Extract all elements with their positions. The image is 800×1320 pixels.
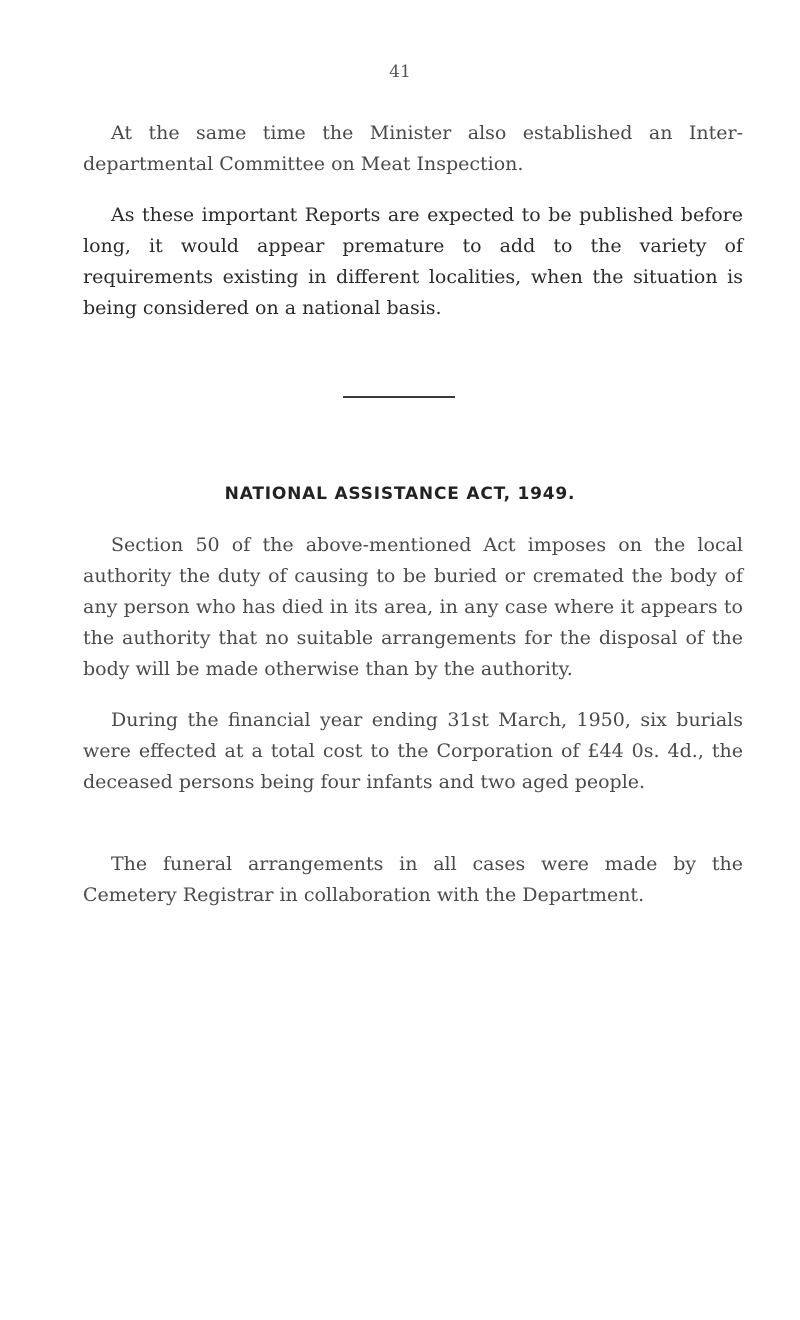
paragraph-text: The funeral arrangements in all cases were made by the Cemetery Registrar in collaboration with the Department.: [83, 853, 743, 906]
section-divider: [343, 396, 455, 398]
paragraph-text: As these important Reports are expected to be published before long, it would appear premature to add to the variety of requirements existing in different localities, when the situation is being considered on a national basis.: [83, 204, 743, 319]
paragraph-meat-inspection: [83, 118, 743, 180]
paragraph-text: During the financial year ending 31st March, 1950, six burials were effected at a total cost to the Corporation of £44 0s. 4d., the deceased persons being four infants and two aged people.: [83, 709, 743, 793]
page-number: 41: [389, 62, 411, 82]
paragraph-burials: [83, 705, 743, 798]
paragraph-text: At the same time the Minister also established an Inter-departmental Committee on Meat Inspection.: [83, 122, 743, 175]
paragraph-reports: [83, 200, 743, 324]
section-heading: NATIONAL ASSISTANCE ACT, 1949.: [224, 484, 576, 504]
paragraph-section-50: [83, 530, 743, 685]
paragraph-funeral-arrangements: [83, 849, 743, 911]
paragraph-text: Section 50 of the above-mentioned Act imposes on the local authority the duty of causing to be buried or cremated the body of any person who has died in its area, in any case where it appears to the authority that no suitable arrangements for the disposal of the body will be made otherwise than by the authority.: [83, 534, 743, 680]
